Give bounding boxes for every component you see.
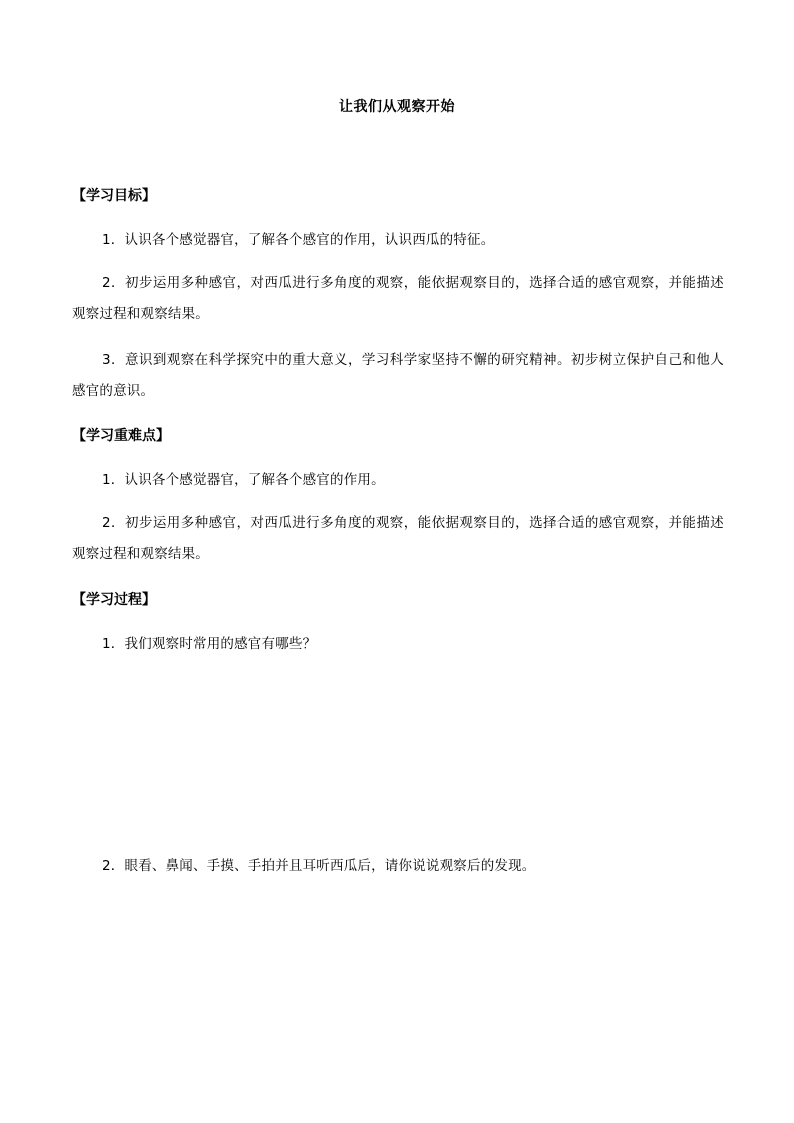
section-heading-key-points: 【学习重难点】 <box>72 428 170 444</box>
key-point-item-1: 1．认识各个感觉器官，了解各个感官的作用。 <box>102 472 385 488</box>
section-heading-process: 【学习过程】 <box>72 592 156 608</box>
process-question-2: 2．眼看、鼻闻、手摸、手拍并且耳听西瓜后，请你说说观察后的发现。 <box>102 858 536 874</box>
section-heading-objectives: 【学习目标】 <box>72 188 156 204</box>
process-question-1: 1．我们观察时常用的感官有哪些？ <box>102 636 317 652</box>
key-point-item-2: 2．初步运用多种感官，对西瓜进行多角度的观察，能依据观察目的，选择合适的感官观察，并能描述观察过程和观察结果。 <box>72 515 724 562</box>
objective-item-2: 2．初步运用多种感官，对西瓜进行多角度的观察，能依据观察目的，选择合适的感官观察，并能描述观察过程和观察结果。 <box>72 275 724 322</box>
document-title: 让我们从观察开始 <box>339 99 455 115</box>
objective-item-1: 1．认识各个感觉器官，了解各个感官的作用，认识西瓜的特征。 <box>102 232 495 248</box>
objective-item-3: 3．意识到观察在科学探究中的重大意义，学习科学家坚持不懈的研究精神。初步树立保护自己和他人感官的意识。 <box>72 352 724 399</box>
